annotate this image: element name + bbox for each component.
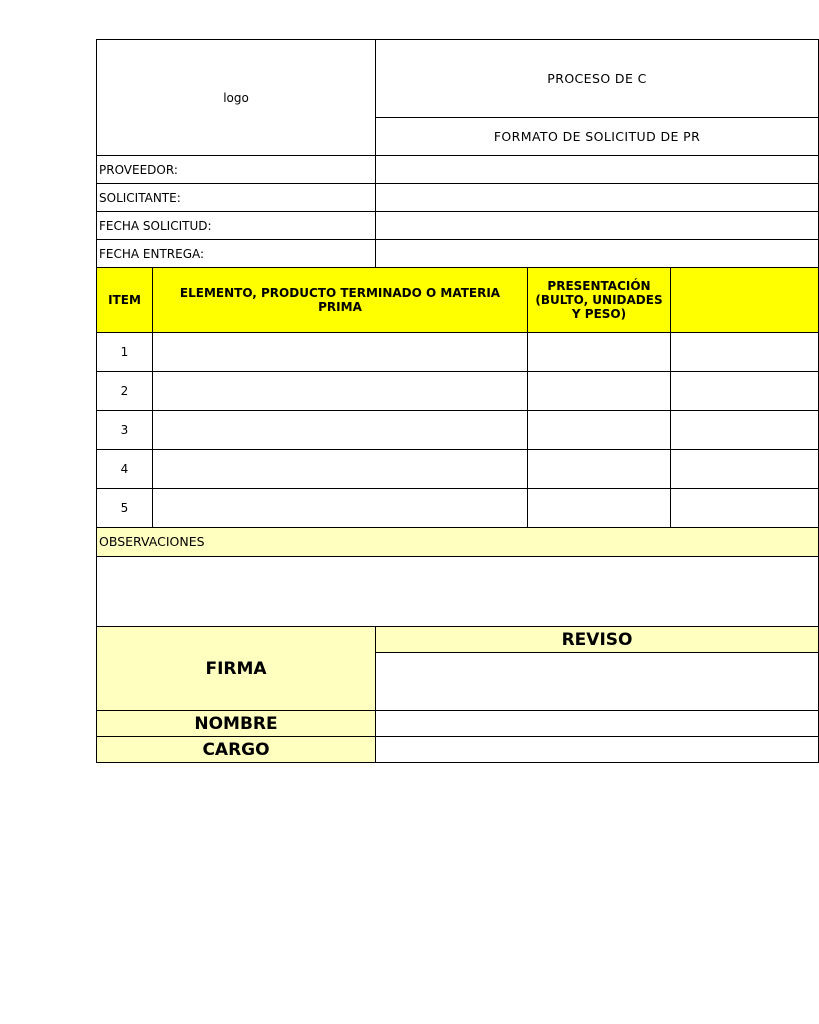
item-number: 2 — [97, 372, 153, 411]
observations-label: OBSERVACIONES — [97, 528, 819, 557]
request-form-sheet — [96, 39, 701, 762]
table-row — [97, 450, 819, 489]
element-cell[interactable] — [153, 489, 528, 528]
extra-cell[interactable] — [671, 411, 819, 450]
request-date-label: FECHA SOLICITUD: — [97, 212, 376, 240]
table-row — [97, 333, 819, 372]
presentation-cell[interactable] — [528, 489, 671, 528]
reviewed-header: REVISO — [376, 627, 819, 653]
format-title: FORMATO DE SOLICITUD DE PR — [376, 118, 819, 156]
extra-cell[interactable] — [671, 489, 819, 528]
extra-cell[interactable] — [671, 372, 819, 411]
element-cell[interactable] — [153, 333, 528, 372]
element-cell[interactable] — [153, 372, 528, 411]
presentation-column-header — [528, 268, 671, 333]
delivery-date-label: FECHA ENTREGA: — [97, 240, 376, 268]
name-field[interactable] — [376, 711, 819, 737]
observations-field[interactable] — [97, 557, 819, 627]
item-column-header: ITEM — [97, 268, 153, 333]
request-form-table — [96, 39, 819, 763]
logo-placeholder: logo — [97, 40, 376, 156]
table-row — [97, 411, 819, 450]
presentation-header-text: PRESENTACIÓN (BULTO, UNIDADES Y PESO) — [535, 279, 663, 321]
name-label: NOMBRE — [97, 711, 376, 737]
table-row — [97, 489, 819, 528]
element-cell[interactable] — [153, 450, 528, 489]
position-field[interactable] — [376, 737, 819, 763]
supplier-field[interactable] — [376, 156, 819, 184]
item-number: 4 — [97, 450, 153, 489]
extra-cell[interactable] — [671, 450, 819, 489]
item-number: 1 — [97, 333, 153, 372]
item-number: 3 — [97, 411, 153, 450]
extra-cell[interactable] — [671, 333, 819, 372]
presentation-cell[interactable] — [528, 450, 671, 489]
presentation-cell[interactable] — [528, 411, 671, 450]
hidden-column-header — [671, 268, 819, 333]
position-label: CARGO — [97, 737, 376, 763]
supplier-label: PROVEEDOR: — [97, 156, 376, 184]
element-cell[interactable] — [153, 411, 528, 450]
delivery-date-field[interactable] — [376, 240, 819, 268]
presentation-cell[interactable] — [528, 333, 671, 372]
table-row — [97, 372, 819, 411]
request-date-field[interactable] — [376, 212, 819, 240]
item-number: 5 — [97, 489, 153, 528]
signature-label: FIRMA — [97, 627, 376, 711]
process-title: PROCESO DE C — [376, 40, 819, 118]
element-column-header: ELEMENTO, PRODUCTO TERMINADO O MATERIA PRIMA — [153, 268, 528, 333]
requester-field[interactable] — [376, 184, 819, 212]
signature-field[interactable] — [376, 653, 819, 711]
presentation-cell[interactable] — [528, 372, 671, 411]
requester-label: SOLICITANTE: — [97, 184, 376, 212]
